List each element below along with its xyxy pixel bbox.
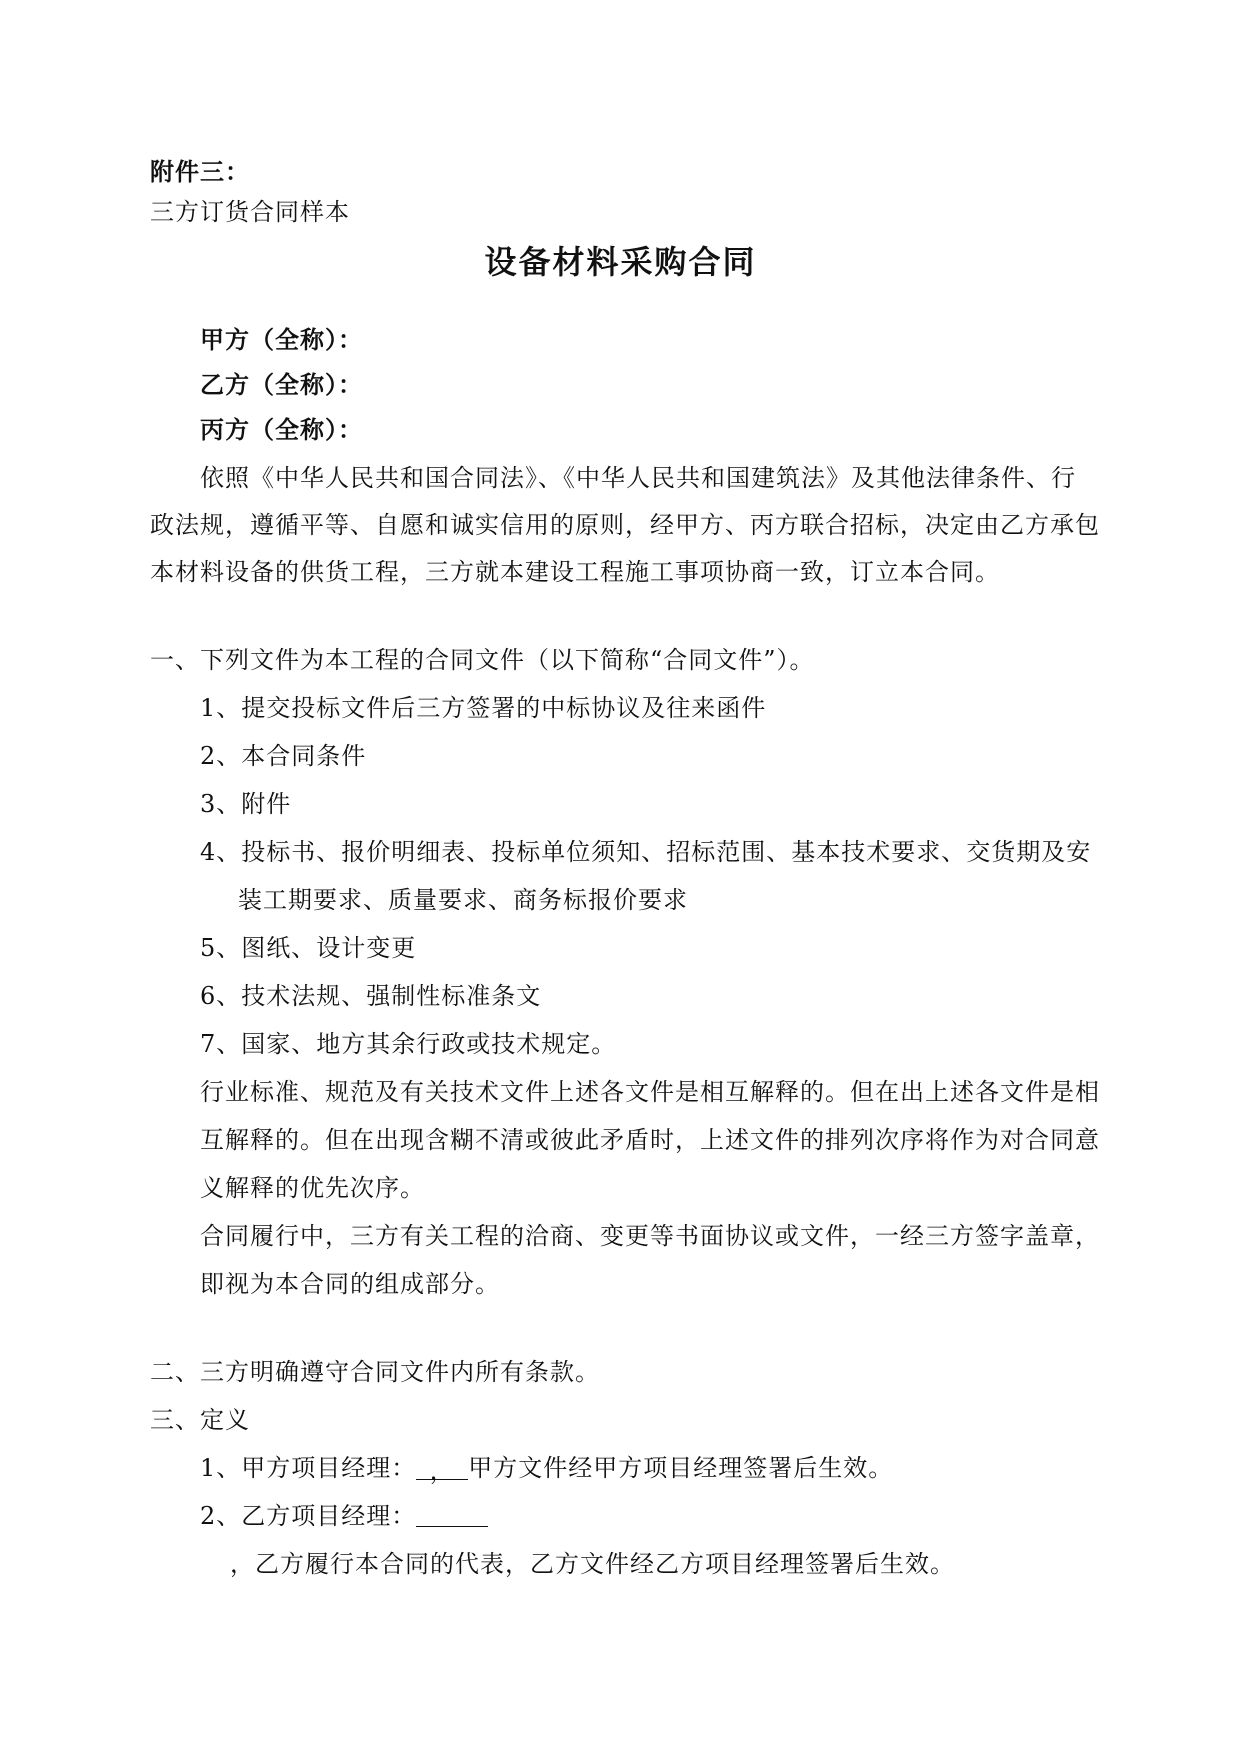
preamble-line: 政法规，遵循平等、自愿和诚实信用的原则，经甲方、丙方联合招标，决定由乙方承包 xyxy=(150,511,1100,539)
section-1-item: 6、技术法规、强制性标准条文 xyxy=(200,982,542,1010)
section-2-heading: 二、三方明确遵守合同文件内所有条款。 xyxy=(150,1358,600,1386)
section-1-item-continuation: 装工期要求、质量要求、商务标报价要求 xyxy=(238,886,688,914)
attachment-label: 附件三： xyxy=(150,158,250,186)
party-b-manager-blank xyxy=(416,1502,488,1527)
section-1-item: 3、附件 xyxy=(200,790,292,818)
section-1-heading: 一、下列文件为本工程的合同文件（以下简称“合同文件”）。 xyxy=(150,646,815,674)
document-title: 设备材料采购合同 xyxy=(484,243,757,281)
section-1-item: 7、国家、地方其余行政或技术规定。 xyxy=(200,1030,617,1058)
section-1-note-line: 义解释的优先次序。 xyxy=(200,1174,425,1202)
definition-item-2 xyxy=(200,1500,488,1532)
definition-item-1-suffix: 甲方文件经甲方项目经理签署后生效。 xyxy=(468,1454,894,1482)
section-1-item: 4、投标书、报价明细表、投标单位须知、招标范围、基本技术要求、交货期及安 xyxy=(200,838,1092,866)
preamble-line: 本材料设备的供货工程，三方就本建设工程施工事项协商一致，订立本合同。 xyxy=(150,558,1000,586)
preamble-line: 依照《中华人民共和国合同法》、《中华人民共和国建筑法》及其他法律条件、行 xyxy=(200,464,1076,492)
party-a-label: 甲方（全称）： xyxy=(200,326,363,354)
section-1-note-line: 互解释的。但在出现含糊不清或彼此矛盾时，上述文件的排列次序将作为对合同意 xyxy=(200,1126,1100,1154)
party-a-manager-blank: ， xyxy=(416,1455,468,1480)
party-b-label: 乙方（全称）： xyxy=(200,371,363,399)
section-1-item: 1、提交投标文件后三方签署的中标协议及往来函件 xyxy=(200,694,767,722)
definition-item-2-continuation: ，乙方履行本合同的代表，乙方文件经乙方项目经理签署后生效。 xyxy=(230,1550,955,1578)
section-1-note-line: 合同履行中，三方有关工程的洽商、变更等书面协议或文件，一经三方签字盖章， xyxy=(200,1222,1100,1250)
definition-item-1-prefix: 1、甲方项目经理： xyxy=(200,1454,417,1482)
definition-item-2-prefix: 2、乙方项目经理： xyxy=(200,1502,417,1530)
section-1-note-line: 即视为本合同的组成部分。 xyxy=(200,1270,500,1298)
section-1-item: 2、本合同条件 xyxy=(200,742,367,770)
party-c-label: 丙方（全称）： xyxy=(200,416,363,444)
section-1-item: 5、图纸、设计变更 xyxy=(200,934,417,962)
section-1-note-line: 行业标准、规范及有关技术文件上述各文件是相互解释的。但在出上述各文件是相 xyxy=(200,1078,1100,1106)
section-3-heading: 三、定义 xyxy=(150,1406,250,1434)
definition-item-1 xyxy=(200,1452,893,1484)
sample-label: 三方订货合同样本 xyxy=(150,198,350,226)
